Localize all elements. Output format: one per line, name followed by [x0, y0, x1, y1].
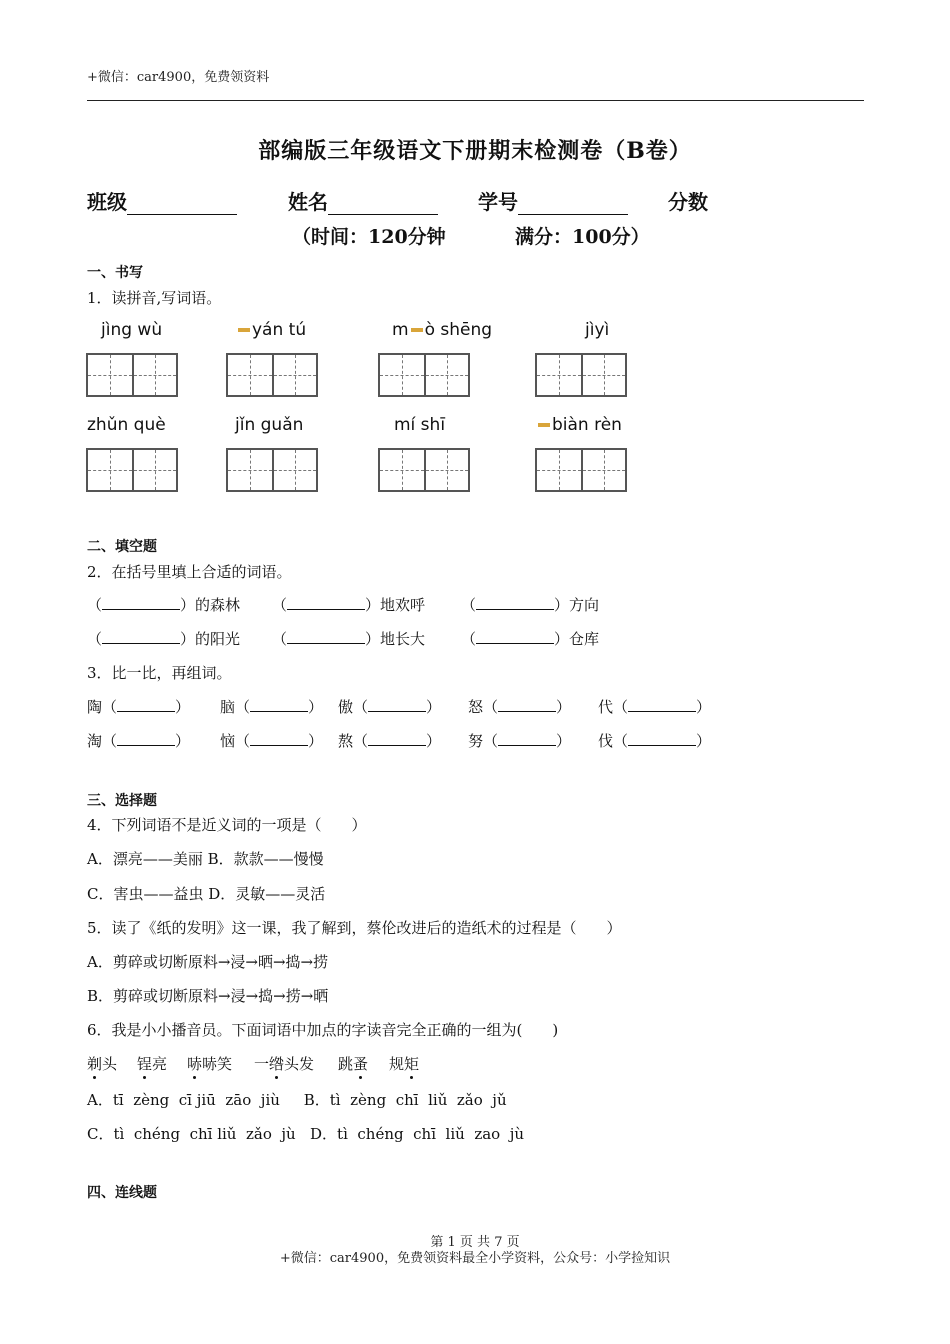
- pinyin-5: zhǔn què: [87, 415, 166, 435]
- compare-blank[interactable]: [368, 697, 426, 712]
- compare-blank[interactable]: [628, 731, 696, 746]
- fill-blank[interactable]: [476, 595, 554, 610]
- pinyin-2: yán tú: [236, 320, 306, 340]
- compare-item: 脑（ ）: [220, 698, 324, 716]
- header-rule: [87, 100, 864, 101]
- number-field: [478, 186, 628, 215]
- fill-item: （ ）的阳光: [87, 630, 241, 648]
- pinyin-8: biàn rèn: [536, 415, 622, 435]
- writing-grid[interactable]: [226, 353, 318, 397]
- q6-word: 规矩: [389, 1055, 420, 1073]
- name-blank[interactable]: [328, 194, 438, 215]
- q6-options-cd[interactable]: C．tì chéng chī liǔ zǎo jù D．tì chéng chī liǔ zao jù: [87, 1125, 525, 1143]
- section-2-heading: 二、填空题: [87, 539, 157, 555]
- compare-blank[interactable]: [250, 697, 308, 712]
- section-4-heading: 四、连线题: [87, 1185, 157, 1201]
- q6-word: 一绺头发: [254, 1055, 315, 1073]
- fill-blank[interactable]: [102, 629, 180, 644]
- highlight-mark: [411, 328, 423, 332]
- page-number: 第 1 页 共 7 页: [430, 1235, 520, 1250]
- section-3-heading: 三、选择题: [87, 793, 157, 809]
- highlight-mark: [538, 423, 550, 427]
- name-label: 姓名: [288, 190, 328, 214]
- q5-option-a[interactable]: A．剪碎或切断原料→浸→晒→捣→捞: [87, 953, 329, 971]
- compare-item: 陶（ ）: [87, 698, 191, 716]
- q6-word: 锃亮: [137, 1055, 168, 1073]
- writing-grid[interactable]: [378, 353, 470, 397]
- compare-item: 怒（ ）: [468, 698, 572, 716]
- q4-options-ab[interactable]: A．漂亮——美丽 B．款款——慢慢: [87, 850, 324, 868]
- page-title: 部编版三年级语文下册期末检测卷（B卷）: [258, 138, 692, 164]
- compare-blank[interactable]: [498, 731, 556, 746]
- pinyin-1: jìng wù: [101, 320, 163, 340]
- compare-blank[interactable]: [117, 731, 175, 746]
- fill-item: （ ）方向: [461, 596, 600, 614]
- number-label: 学号: [478, 190, 518, 214]
- header-note: +微信：car4900，免费领资料: [87, 70, 270, 85]
- fill-blank[interactable]: [287, 595, 365, 610]
- fill-blank[interactable]: [102, 595, 180, 610]
- compare-item: 努（ ）: [468, 732, 572, 750]
- fill-blank[interactable]: [476, 629, 554, 644]
- compare-blank[interactable]: [250, 731, 308, 746]
- writing-grid[interactable]: [535, 353, 627, 397]
- class-blank[interactable]: [127, 194, 237, 215]
- class-label: 班级: [87, 190, 127, 214]
- fill-item: （ ）地长大: [272, 630, 426, 648]
- question-4: 4．下列词语不是近义词的一项是（ ）: [87, 816, 367, 834]
- q6-word: 剃头: [87, 1055, 118, 1073]
- writing-grid[interactable]: [226, 448, 318, 492]
- fill-blank[interactable]: [287, 629, 365, 644]
- section-1-heading: 一、书写: [87, 265, 143, 281]
- fill-item: （ ）地欢呼: [272, 596, 426, 614]
- compare-blank[interactable]: [628, 697, 696, 712]
- question-1: 1．读拼音,写词语。: [87, 289, 222, 307]
- pinyin-6: jǐn guǎn: [235, 415, 304, 435]
- q4-options-cd[interactable]: C．害虫——益虫 D．灵敏——灵活: [87, 885, 326, 903]
- q5-option-b[interactable]: B．剪碎或切断原料→浸→捣→捞→晒: [87, 987, 329, 1005]
- footer-note: +微信：car4900，免费领资料最全小学资料，公众号：小学捡知识: [279, 1251, 671, 1266]
- question-2: 2．在括号里填上合适的词语。: [87, 563, 292, 581]
- q6-word: 哧哧笑: [187, 1055, 233, 1073]
- full-score-info: 满分：100分）: [515, 226, 650, 248]
- fill-item: （ ）的森林: [87, 596, 241, 614]
- q6-options-ab[interactable]: A．tī zèng cī jiū zāo jiù B．tì zèng chī liǔ zǎo jǔ: [87, 1091, 507, 1109]
- compare-item: 恼（ ）: [220, 732, 324, 750]
- writing-grid[interactable]: [86, 353, 178, 397]
- question-5: 5．读了《纸的发明》这一课，我了解到，蔡伦改进后的造纸术的过程是（ ）: [87, 919, 622, 937]
- number-blank[interactable]: [518, 194, 628, 215]
- pinyin-7: mí shī: [394, 415, 446, 435]
- name-field: [288, 186, 438, 215]
- highlight-mark: [238, 328, 250, 332]
- compare-item: 熬（ ）: [338, 732, 442, 750]
- pinyin-4: jìyì: [585, 320, 610, 340]
- writing-grid[interactable]: [535, 448, 627, 492]
- fill-item: （ ）仓库: [461, 630, 600, 648]
- time-info: （时间：120分钟: [292, 226, 446, 248]
- writing-grid[interactable]: [378, 448, 470, 492]
- class-field: [87, 186, 237, 215]
- compare-item: 伐（ ）: [598, 732, 712, 750]
- q6-word: 跳蚤: [338, 1055, 369, 1073]
- compare-item: 傲（ ）: [338, 698, 442, 716]
- pinyin-3: m ò shēng: [392, 320, 493, 340]
- compare-item: 代（ ）: [598, 698, 712, 716]
- compare-blank[interactable]: [368, 731, 426, 746]
- question-6: 6．我是小小播音员。下面词语中加点的字读音完全正确的一组为( ): [87, 1021, 559, 1039]
- score-label: 分数: [668, 190, 708, 214]
- compare-blank[interactable]: [498, 697, 556, 712]
- compare-item: 淘（ ）: [87, 732, 191, 750]
- writing-grid[interactable]: [86, 448, 178, 492]
- question-3: 3．比一比，再组词。: [87, 664, 232, 682]
- compare-blank[interactable]: [117, 697, 175, 712]
